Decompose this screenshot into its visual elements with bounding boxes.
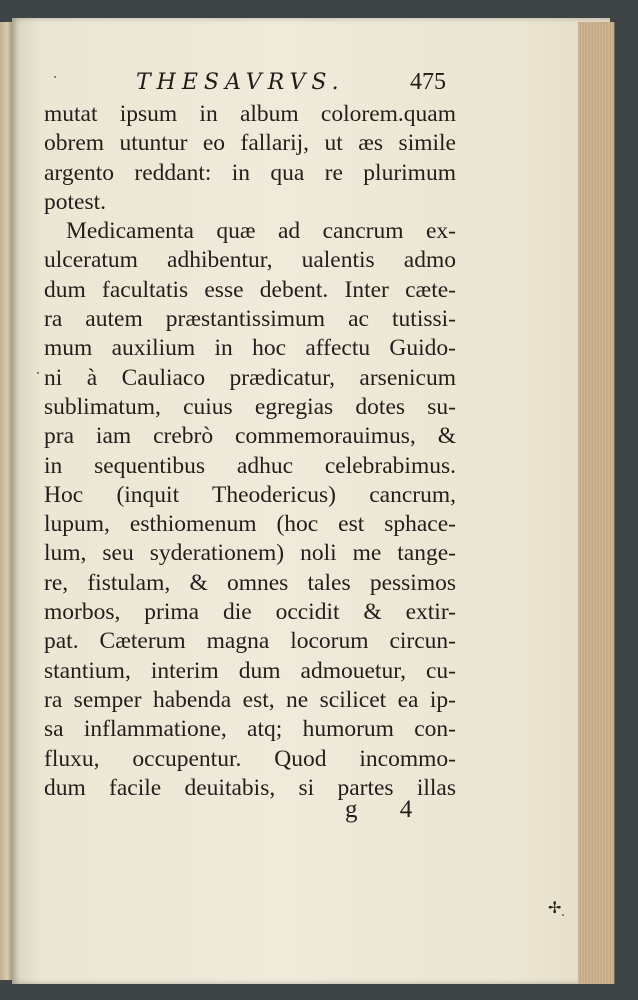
text-line: re, fistulam, & omnes tales pessimos xyxy=(44,569,456,596)
paper-speck xyxy=(54,76,56,78)
text-line: fluxu, occupentur. Quod incommo- xyxy=(44,745,456,772)
text-line: obrem utuntur eo fallarij, ut æs simile xyxy=(44,130,456,157)
signature-mark: g 4 xyxy=(345,796,431,823)
paper-speck xyxy=(37,372,39,374)
text-line: sa inflammatione, atq; humorum con- xyxy=(44,716,456,743)
text-line: lum, seu syderationem) noli me tange- xyxy=(44,540,456,567)
text-line: mum auxilium in hoc affectu Guido- xyxy=(44,335,456,362)
text-line: morbos, prima die occidit & extir- xyxy=(44,599,456,626)
text-line: pat. Cæterum magna locorum circun- xyxy=(44,628,456,655)
text-line: Medicamenta quæ ad cancrum ex- xyxy=(66,218,456,245)
text-line: Hoc (inquit Theodericus) cancrum, xyxy=(44,481,456,508)
text-line: lupum, esthiomenum (hoc est sphace- xyxy=(44,511,456,538)
text-line: potest. xyxy=(44,188,107,215)
text-line: dum facultatis esse debent. Inter cæte- xyxy=(44,276,456,303)
text-line: stantium, interim dum admouetur, cu- xyxy=(44,657,456,684)
ink-blot-mark: ✢ xyxy=(548,898,562,917)
text-line: dum facile deuitabis, si partes illas xyxy=(44,774,456,801)
text-line: ulceratum adhibentur, ualentis admo xyxy=(44,247,456,274)
text-line: mutat ipsum in album colorem.quam xyxy=(44,101,456,127)
text-line: argento reddant: in qua re plurimum xyxy=(44,159,456,186)
text-line: in sequentibus adhuc celebrabimus. xyxy=(44,452,456,479)
paper-speck xyxy=(562,914,564,916)
page-block-edge xyxy=(578,22,615,984)
page-number: 475 xyxy=(410,69,446,95)
text-line: ra autem præstantissimum ac tutissi- xyxy=(44,306,456,333)
body-text xyxy=(44,100,456,803)
text-line: sublimatum, cuius egregias dotes su- xyxy=(44,393,456,420)
running-head: THESAVRVS. xyxy=(136,70,345,95)
text-line: ra semper habenda est, ne scilicet ea ip- xyxy=(44,686,456,713)
text-line: pra iam crebrò commemorauimus, & xyxy=(44,423,456,450)
text-line: ni à Cauliaco prædicatur, arsenicum xyxy=(44,364,456,391)
previous-page-edge xyxy=(0,22,12,980)
